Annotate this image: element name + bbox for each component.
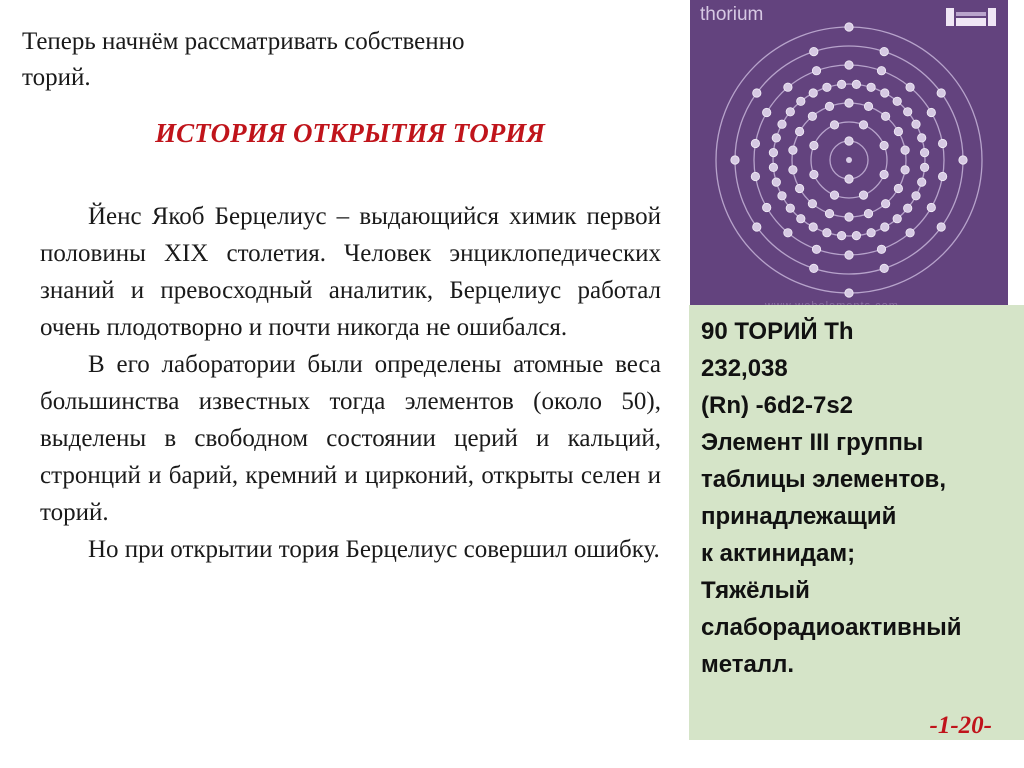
element-info-lines <box>701 313 961 683</box>
electron <box>823 83 831 91</box>
electron <box>859 191 867 199</box>
electron <box>784 83 792 91</box>
info-line: (Rn) -6d2-7s2 <box>701 392 854 419</box>
electron <box>845 251 853 259</box>
electron <box>830 191 838 199</box>
electron <box>809 89 817 97</box>
electron <box>920 163 928 171</box>
electron <box>789 166 797 174</box>
info-line: Тяжёлый <box>701 577 810 604</box>
info-line: Элемент III группы <box>701 429 924 456</box>
intro-line-2: торий. <box>22 64 91 91</box>
electron <box>852 231 860 239</box>
electron <box>959 156 967 164</box>
nucleus <box>846 157 852 163</box>
intro-text <box>22 24 612 96</box>
electron <box>859 121 867 129</box>
electron <box>845 175 853 183</box>
electron <box>881 200 889 208</box>
electron <box>769 148 777 156</box>
electron <box>880 47 888 55</box>
electron <box>880 141 888 149</box>
info-line: принадлежащий <box>701 503 897 530</box>
electron <box>809 223 817 231</box>
electron <box>795 184 803 192</box>
electron <box>880 170 888 178</box>
electron <box>825 102 833 110</box>
section-heading: ИСТОРИЯ ОТКРЫТИЯ ТОРИЯ <box>155 118 545 148</box>
history-text <box>40 198 661 568</box>
info-line: 232,038 <box>701 355 788 382</box>
paragraph-berzelius: Йенс Якоб Берцелиус – выдающийся химик первой половины XIX столетия. Человек энциклопедических знаний и превосходный аналитик, Берцелиус работал очень плодотворно и почти никогда не ошибался. <box>40 203 661 341</box>
electron <box>845 99 853 107</box>
intro-line-1: Теперь начнём рассматривать собственно <box>22 28 465 55</box>
electron <box>912 192 920 200</box>
electron <box>772 134 780 142</box>
electron <box>731 156 739 164</box>
electron <box>864 102 872 110</box>
electron <box>753 89 761 97</box>
paragraph-mistake: Но при открытии тория Берцелиус совершил ошибку. <box>88 536 660 563</box>
electron <box>881 223 889 231</box>
info-line: слаборадиоактивный <box>701 614 962 641</box>
paragraph-laboratory: В его лаборатории были определены атомные веса большинства известных тогда элементов (около 50), выделены в свободном состоянии церий и кальций, стронций и барий, кремний и цирконий, открыты селен и торий. <box>40 351 661 526</box>
electron <box>810 170 818 178</box>
electron <box>778 120 786 128</box>
electron <box>912 120 920 128</box>
electron <box>845 137 853 145</box>
electron <box>837 231 845 239</box>
electron <box>893 97 901 105</box>
electron <box>904 108 912 116</box>
info-line: 90 ТОРИЙ Th <box>701 318 854 345</box>
electron <box>864 209 872 217</box>
electron <box>904 204 912 212</box>
electron <box>852 80 860 88</box>
electron <box>812 245 820 253</box>
electron <box>880 264 888 272</box>
electron <box>845 23 853 31</box>
electron <box>797 97 805 105</box>
electron <box>789 146 797 154</box>
thorium-atom-image <box>690 0 1008 318</box>
info-line: таблицы элементов, <box>701 466 946 493</box>
electron <box>877 67 885 75</box>
electron <box>772 178 780 186</box>
electron <box>918 134 926 142</box>
element-info-panel <box>689 305 1024 740</box>
atom-label: thorium <box>700 4 764 25</box>
electron <box>938 139 946 147</box>
electron <box>769 163 777 171</box>
electron <box>893 215 901 223</box>
electron <box>808 200 816 208</box>
electron <box>751 139 759 147</box>
electron <box>753 223 761 231</box>
electron <box>927 108 935 116</box>
electron <box>938 172 946 180</box>
electron <box>812 67 820 75</box>
electron <box>810 141 818 149</box>
electron <box>837 80 845 88</box>
electron <box>867 83 875 91</box>
electron <box>894 184 902 192</box>
electron <box>795 127 803 135</box>
electron <box>937 89 945 97</box>
electron-shell-diagram <box>690 0 1008 318</box>
info-line: металл. <box>701 651 795 678</box>
electron <box>881 112 889 120</box>
periodic-table-logo-icon <box>944 6 1000 28</box>
electron <box>906 229 914 237</box>
page-number: -1-20- <box>929 712 992 739</box>
electron <box>825 209 833 217</box>
electron <box>845 61 853 69</box>
electron <box>808 112 816 120</box>
electron <box>918 178 926 186</box>
electron <box>881 89 889 97</box>
electron <box>763 203 771 211</box>
electron <box>877 245 885 253</box>
electron <box>845 213 853 221</box>
electron <box>823 229 831 237</box>
electron <box>845 289 853 297</box>
electron <box>786 204 794 212</box>
electron <box>751 172 759 180</box>
electron <box>797 215 805 223</box>
electron <box>937 223 945 231</box>
electron <box>784 229 792 237</box>
electron <box>763 108 771 116</box>
electron <box>830 121 838 129</box>
electron <box>906 83 914 91</box>
electron <box>778 192 786 200</box>
electron <box>786 108 794 116</box>
electron <box>927 203 935 211</box>
info-line: к актинидам; <box>701 540 856 567</box>
electron <box>810 47 818 55</box>
electron <box>901 146 909 154</box>
electron <box>867 229 875 237</box>
electron <box>810 264 818 272</box>
electron <box>920 148 928 156</box>
electron <box>894 127 902 135</box>
electron <box>901 166 909 174</box>
